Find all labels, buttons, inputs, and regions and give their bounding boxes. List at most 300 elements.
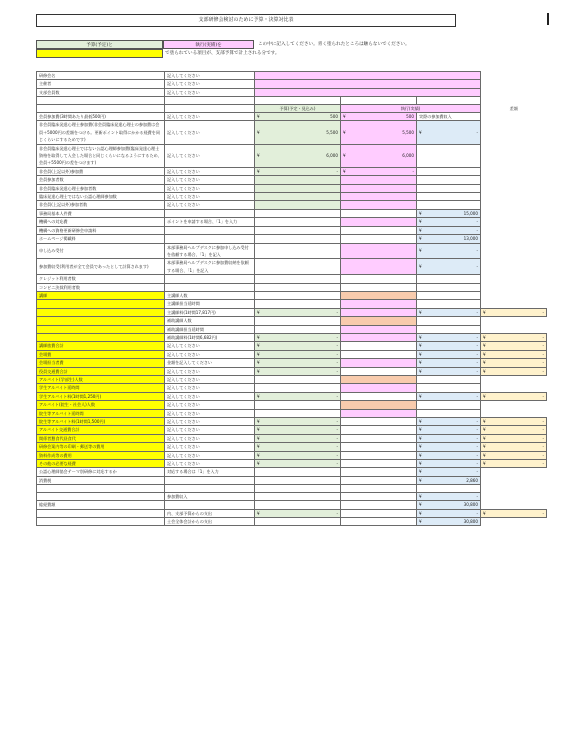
note-cell: ¥ - bbox=[417, 468, 481, 476]
remark-cell: ¥ - bbox=[481, 359, 547, 367]
row-input-cell[interactable]: ポイントを申請する場合、「1」を入力 bbox=[165, 218, 255, 226]
row-input-cell[interactable] bbox=[165, 209, 255, 217]
row-label: 公認心理師協会テーマ別研修に対応するか bbox=[37, 468, 165, 476]
plan-cell[interactable] bbox=[255, 376, 341, 384]
row-input-cell[interactable] bbox=[165, 275, 255, 283]
note-cell: ¥ - bbox=[417, 218, 481, 226]
note-cell bbox=[417, 144, 481, 167]
remark-cell bbox=[481, 259, 547, 275]
legend-plan-box: 予算(予定)と bbox=[36, 40, 163, 49]
plan-cell[interactable]: ¥ 500 bbox=[255, 113, 341, 121]
plan-cell[interactable]: ¥ - bbox=[255, 460, 341, 468]
actual-cell[interactable] bbox=[341, 201, 417, 209]
legend-yellow-box bbox=[36, 49, 163, 58]
remark-cell bbox=[481, 501, 547, 509]
remark-cell bbox=[481, 80, 547, 88]
remark-cell bbox=[481, 492, 547, 500]
actual-cell[interactable] bbox=[341, 376, 417, 384]
row-label bbox=[37, 485, 165, 492]
remark-cell bbox=[481, 209, 547, 217]
table-row bbox=[37, 80, 547, 88]
remark-cell: ¥ - bbox=[481, 451, 547, 459]
row-input-cell[interactable]: 記入してください bbox=[165, 376, 255, 384]
note-cell: ¥ - bbox=[417, 333, 481, 341]
table-row bbox=[37, 325, 547, 333]
table-row bbox=[37, 218, 547, 226]
plan-cell[interactable]: ¥ - bbox=[255, 333, 341, 341]
remark-cell: ¥ - bbox=[481, 434, 547, 442]
actual-cell[interactable] bbox=[341, 283, 417, 291]
actual-cell[interactable] bbox=[341, 350, 417, 358]
table-row bbox=[37, 167, 547, 175]
plan-cell[interactable] bbox=[255, 384, 341, 392]
row-input-cell[interactable]: 記入してください bbox=[165, 144, 255, 167]
note-cell: ¥ - bbox=[417, 492, 481, 500]
plan-cell[interactable] bbox=[255, 259, 341, 275]
actual-cell[interactable] bbox=[341, 392, 417, 400]
row-label bbox=[37, 492, 165, 500]
table-row bbox=[37, 113, 547, 121]
actual-cell[interactable] bbox=[341, 443, 417, 451]
actual-cell[interactable] bbox=[341, 517, 417, 525]
plan-cell[interactable] bbox=[255, 235, 341, 243]
remark-cell bbox=[481, 167, 547, 175]
legend-note-1: この中に記入してください。青く塗られたところは触らないでください。 bbox=[258, 42, 410, 47]
remark-cell: ¥ - bbox=[481, 350, 547, 358]
actual-cell[interactable] bbox=[341, 468, 417, 476]
remark-cell: ¥ - bbox=[481, 509, 547, 517]
budget-table bbox=[36, 71, 547, 526]
actual-cell[interactable] bbox=[341, 300, 417, 308]
table-row bbox=[37, 342, 547, 350]
row-label: 会場費 bbox=[37, 350, 165, 358]
table-row bbox=[37, 317, 547, 325]
table-row bbox=[37, 443, 547, 451]
table-row bbox=[37, 384, 547, 392]
row-input-cell[interactable]: 記入してください bbox=[165, 88, 255, 96]
plan-cell[interactable]: ¥ - bbox=[255, 392, 341, 400]
table-row bbox=[37, 517, 547, 525]
row-label: その他の必要な経費 bbox=[37, 460, 165, 468]
note-cell: ¥ - bbox=[417, 451, 481, 459]
header-plan: 予算(予定・見込み) bbox=[255, 104, 341, 112]
plan-cell[interactable]: ¥ 5,500 bbox=[255, 121, 341, 144]
table-row bbox=[37, 259, 547, 275]
plan-cell[interactable] bbox=[255, 97, 341, 104]
table-row bbox=[37, 376, 547, 384]
plan-cell[interactable]: ¥ - bbox=[255, 434, 341, 442]
remark-cell bbox=[481, 283, 547, 291]
actual-cell[interactable]: ¥ 5,500 bbox=[341, 121, 417, 144]
plan-cell[interactable] bbox=[255, 184, 341, 192]
remark-cell: ¥ - bbox=[481, 460, 547, 468]
remark-cell bbox=[481, 517, 547, 525]
row-label: アルバイト(学部生)人数 bbox=[37, 376, 165, 384]
actual-cell[interactable] bbox=[341, 342, 417, 350]
row-input-cell[interactable]: 対応する場合は「1」を入力 bbox=[165, 468, 255, 476]
actual-cell[interactable] bbox=[341, 367, 417, 375]
legend-actual-box: 執行(実績)を bbox=[163, 40, 254, 49]
plan-cell[interactable]: ¥ - bbox=[255, 367, 341, 375]
row-input-cell[interactable]: 記入してください bbox=[165, 392, 255, 400]
note-cell: 実際の参加費収入 bbox=[417, 113, 481, 121]
table-row bbox=[37, 509, 547, 517]
plan-cell[interactable] bbox=[255, 485, 341, 492]
actual-cell[interactable] bbox=[341, 97, 417, 104]
plan-cell[interactable] bbox=[255, 409, 341, 417]
remark-cell bbox=[481, 184, 547, 192]
row-input-cell[interactable]: 主講師担当延時間 bbox=[165, 300, 255, 308]
table-row bbox=[37, 409, 547, 417]
remark-cell bbox=[481, 376, 547, 384]
note-cell bbox=[417, 291, 481, 299]
table-row bbox=[37, 300, 547, 308]
row-input-cell[interactable]: 土会全体会計からの支出 bbox=[165, 517, 255, 525]
actual-cell[interactable] bbox=[341, 434, 417, 442]
row-label: 関係者懇食代昼食代 bbox=[37, 434, 165, 442]
row-input-cell[interactable]: 記入してください bbox=[165, 443, 255, 451]
row-label: 非会員臨床発達心理士参加者数 bbox=[37, 184, 165, 192]
note-cell: ¥ 30,800 bbox=[417, 517, 481, 525]
row-input-cell[interactable]: 参加費収入 bbox=[165, 492, 255, 500]
table-row bbox=[37, 350, 547, 358]
row-label: 院生等アルバイト延時間 bbox=[37, 409, 165, 417]
row-label: アルバイト(院生・社会人)人数 bbox=[37, 401, 165, 409]
row-input-cell[interactable]: 記入してください bbox=[165, 80, 255, 88]
plan-cell[interactable] bbox=[255, 243, 341, 259]
actual-cell[interactable] bbox=[341, 275, 417, 283]
plan-cell[interactable] bbox=[255, 325, 341, 333]
row-input-cell[interactable]: 記入してください bbox=[165, 418, 255, 426]
remark-cell bbox=[481, 384, 547, 392]
table-row bbox=[37, 476, 547, 484]
actual-cell[interactable] bbox=[341, 235, 417, 243]
actual-cell[interactable] bbox=[341, 226, 417, 234]
table-row bbox=[37, 492, 547, 500]
row-input-cell[interactable]: 記入してください bbox=[165, 342, 255, 350]
row-input-cell[interactable]: 本部事務局ヘルプデスクに参加申し込み受付を依頼する場合、「1」を記入 bbox=[165, 243, 255, 259]
row-label: 臨床発達心理士ではない公認心理師参加数 bbox=[37, 193, 165, 201]
plan-cell[interactable] bbox=[255, 517, 341, 525]
row-label: 非会員臨床発達心理士ではない公認心理師参加費(臨床発達心理士資格を取得して入会した場合と同じくらいになるようにするため、会員＋5500円の差をつけます) bbox=[37, 144, 165, 167]
remark-cell bbox=[481, 176, 547, 184]
plan-cell[interactable]: ¥ - bbox=[255, 451, 341, 459]
row-input-cell[interactable]: 補助講師料(1時間6,682円) bbox=[165, 333, 255, 341]
note-cell bbox=[417, 376, 481, 384]
remark-cell: ¥ - bbox=[481, 426, 547, 434]
remark-cell: ¥ - bbox=[481, 342, 547, 350]
remark-cell bbox=[481, 144, 547, 167]
note-cell: ¥ - bbox=[417, 359, 481, 367]
actual-cell[interactable] bbox=[341, 426, 417, 434]
table-row bbox=[37, 333, 547, 341]
actual-cell[interactable] bbox=[341, 485, 417, 492]
plan-cell[interactable]: ¥ - bbox=[255, 359, 341, 367]
remark-cell bbox=[481, 226, 547, 234]
note-cell bbox=[417, 300, 481, 308]
note-cell: ¥ 2,860 bbox=[417, 476, 481, 484]
remark-cell bbox=[481, 72, 547, 80]
remark-cell bbox=[481, 243, 547, 259]
table-row bbox=[37, 468, 547, 476]
plan-cell[interactable]: ¥ - bbox=[255, 443, 341, 451]
note-cell: ¥ - bbox=[417, 367, 481, 375]
actual-cell[interactable] bbox=[341, 218, 417, 226]
row-input-cell[interactable]: 内、支部予算からの支出 bbox=[165, 509, 255, 517]
note-cell bbox=[417, 176, 481, 184]
row-label bbox=[37, 333, 165, 341]
table-row bbox=[37, 359, 547, 367]
remark-cell: ¥ - bbox=[481, 443, 547, 451]
row-label: ホームページ掲載料 bbox=[37, 235, 165, 243]
row-input-cell[interactable]: 記入してください bbox=[165, 167, 255, 175]
note-cell: ¥ - bbox=[417, 460, 481, 468]
note-cell: ¥ - bbox=[417, 226, 481, 234]
actual-cell[interactable] bbox=[341, 509, 417, 517]
actual-cell[interactable] bbox=[341, 308, 417, 316]
row-label bbox=[37, 308, 165, 316]
row-label: 非会員(上記以外)参加者数 bbox=[37, 201, 165, 209]
remark-cell bbox=[481, 97, 547, 104]
row-input-cell[interactable]: 補助講師人数 bbox=[165, 317, 255, 325]
actual-cell[interactable] bbox=[341, 501, 417, 509]
row-label bbox=[37, 317, 165, 325]
actual-cell[interactable] bbox=[341, 460, 417, 468]
note-cell bbox=[417, 97, 481, 104]
actual-cell[interactable] bbox=[341, 418, 417, 426]
remark-cell bbox=[481, 300, 547, 308]
row-input-cell[interactable] bbox=[165, 283, 255, 291]
table-row bbox=[37, 201, 547, 209]
actual-cell[interactable] bbox=[341, 184, 417, 192]
note-cell bbox=[417, 283, 481, 291]
plan-cell[interactable]: ¥ - bbox=[255, 167, 341, 175]
note-cell: ¥ - bbox=[417, 243, 481, 259]
row-label: 研修会名 bbox=[37, 72, 165, 80]
table-row bbox=[37, 243, 547, 259]
actual-cell[interactable] bbox=[341, 325, 417, 333]
note-cell bbox=[417, 401, 481, 409]
row-input-cell[interactable]: 記入してください bbox=[165, 350, 255, 358]
row-label bbox=[37, 509, 165, 517]
table-row bbox=[37, 235, 547, 243]
row-input-cell[interactable] bbox=[165, 97, 255, 104]
row-label bbox=[37, 300, 165, 308]
actual-cell[interactable] bbox=[341, 492, 417, 500]
actual-cell[interactable] bbox=[341, 291, 417, 299]
actual-cell[interactable] bbox=[341, 384, 417, 392]
row-label: 機構への対応費 bbox=[37, 218, 165, 226]
table-row bbox=[37, 392, 547, 400]
note-cell: ¥ - bbox=[417, 121, 481, 144]
row-label bbox=[37, 517, 165, 525]
actual-cell[interactable] bbox=[341, 209, 417, 217]
row-input-cell[interactable]: 記入してください bbox=[165, 121, 255, 144]
remark-cell bbox=[481, 401, 547, 409]
row-label: アルバイト交通費合計 bbox=[37, 426, 165, 434]
legend-note-2: で塗られている項目が、支部予算で計上される分です。 bbox=[165, 51, 280, 56]
row-label: 会員参加者数 bbox=[37, 176, 165, 184]
remark-cell bbox=[481, 409, 547, 417]
row-input-cell[interactable]: 記入してください bbox=[165, 184, 255, 192]
actual-cell[interactable]: ¥ 6,000 bbox=[341, 144, 417, 167]
note-cell: ¥ - bbox=[417, 418, 481, 426]
plan-cell[interactable] bbox=[255, 401, 341, 409]
remark-cell bbox=[481, 113, 547, 121]
note-cell: ¥ - bbox=[417, 434, 481, 442]
row-input-cell[interactable]: 記入してください bbox=[165, 193, 255, 201]
plan-cell[interactable] bbox=[255, 492, 341, 500]
table-row bbox=[37, 97, 547, 104]
table-row bbox=[37, 418, 547, 426]
actual-cell[interactable]: ¥ - bbox=[341, 167, 417, 175]
actual-cell[interactable] bbox=[341, 359, 417, 367]
row-label: 機構への資格更新研修会申請料 bbox=[37, 226, 165, 234]
note-cell bbox=[417, 167, 481, 175]
table-row bbox=[37, 434, 547, 442]
plan-cell[interactable]: ¥ - bbox=[255, 342, 341, 350]
actual-cell[interactable] bbox=[341, 193, 417, 201]
row-input-cell[interactable] bbox=[165, 501, 255, 509]
actual-cell[interactable] bbox=[341, 259, 417, 275]
actual-cell[interactable] bbox=[341, 451, 417, 459]
row-label: 非会員(上記以外)参加費 bbox=[37, 167, 165, 175]
actual-cell[interactable] bbox=[341, 317, 417, 325]
header-actual: 執行(実績) bbox=[341, 104, 481, 112]
note-cell: ¥ - bbox=[417, 259, 481, 275]
note-cell: ¥ 30,800 bbox=[417, 501, 481, 509]
plan-cell[interactable] bbox=[255, 88, 481, 96]
row-input-cell[interactable]: 記入してください bbox=[165, 409, 255, 417]
remark-cell bbox=[481, 201, 547, 209]
plan-cell[interactable] bbox=[255, 72, 481, 80]
row-input-cell[interactable]: 記入してください bbox=[165, 176, 255, 184]
plan-cell[interactable] bbox=[255, 209, 341, 217]
remark-cell: ¥ - bbox=[481, 392, 547, 400]
row-input-cell[interactable]: 記入してください bbox=[165, 401, 255, 409]
plan-cell[interactable]: ¥ - bbox=[255, 426, 341, 434]
remark-cell bbox=[481, 485, 547, 492]
actual-cell[interactable] bbox=[341, 401, 417, 409]
actual-cell[interactable] bbox=[341, 476, 417, 484]
plan-cell[interactable] bbox=[255, 218, 341, 226]
row-label: 会員参加費(3時間あたり最低500円) bbox=[37, 113, 165, 121]
row-input-cell[interactable]: 記入してください bbox=[165, 426, 255, 434]
row-input-cell[interactable]: 金額を記入してください bbox=[165, 359, 255, 367]
note-cell: ¥ - bbox=[417, 350, 481, 358]
row-input-cell[interactable]: 補助講師担当延時間 bbox=[165, 325, 255, 333]
note-cell: ¥ - bbox=[417, 342, 481, 350]
note-cell: ¥ - bbox=[417, 308, 481, 316]
row-label: 申し込み受付 bbox=[37, 243, 165, 259]
row-input-cell[interactable] bbox=[165, 226, 255, 234]
plan-cell[interactable] bbox=[255, 193, 341, 201]
row-input-cell[interactable] bbox=[165, 476, 255, 484]
row-input-cell[interactable] bbox=[165, 235, 255, 243]
row-label: 参加費収受(利用者が全て会員であったとして計算されます) bbox=[37, 259, 165, 275]
plan-cell[interactable]: ¥ - bbox=[255, 418, 341, 426]
row-input-cell[interactable]: 記入してください bbox=[165, 367, 255, 375]
table-row bbox=[37, 485, 547, 492]
actual-cell[interactable] bbox=[341, 333, 417, 341]
text-cursor bbox=[547, 13, 549, 25]
plan-cell[interactable] bbox=[255, 300, 341, 308]
plan-cell[interactable] bbox=[255, 501, 341, 509]
plan-cell[interactable] bbox=[255, 176, 341, 184]
row-label: 資料作成等の費用 bbox=[37, 451, 165, 459]
table-row bbox=[37, 451, 547, 459]
note-cell bbox=[417, 193, 481, 201]
table-row bbox=[37, 291, 547, 299]
row-input-cell[interactable]: 記入してください bbox=[165, 201, 255, 209]
actual-cell[interactable]: ¥ 500 bbox=[341, 113, 417, 121]
table-row bbox=[37, 88, 547, 96]
plan-cell[interactable]: ¥ - bbox=[255, 509, 341, 517]
plan-cell[interactable] bbox=[255, 476, 341, 484]
actual-cell[interactable] bbox=[341, 243, 417, 259]
plan-cell[interactable] bbox=[255, 275, 341, 283]
row-label: 消費税 bbox=[37, 476, 165, 484]
table-row bbox=[37, 275, 547, 283]
remark-cell: ¥ - bbox=[481, 333, 547, 341]
row-label: 学生アルバイト料(1時間1,250円) bbox=[37, 392, 165, 400]
row-input-cell[interactable]: 主講師人数 bbox=[165, 291, 255, 299]
plan-cell[interactable] bbox=[255, 226, 341, 234]
note-cell: ¥ 15,000 bbox=[417, 209, 481, 217]
note-cell: ¥ - bbox=[417, 426, 481, 434]
note-cell bbox=[417, 384, 481, 392]
row-input-cell[interactable]: 記入してください bbox=[165, 460, 255, 468]
row-label: 総経費額 bbox=[37, 501, 165, 509]
remark-cell bbox=[481, 88, 547, 96]
plan-cell[interactable] bbox=[255, 468, 341, 476]
row-input-cell[interactable]: 記入してください bbox=[165, 451, 255, 459]
row-input-cell[interactable]: 記入してください bbox=[165, 384, 255, 392]
plan-cell[interactable] bbox=[255, 291, 341, 299]
remark-cell: ¥ - bbox=[481, 308, 547, 316]
plan-cell[interactable]: ¥ - bbox=[255, 350, 341, 358]
plan-cell[interactable] bbox=[255, 317, 341, 325]
plan-cell[interactable]: ¥ 6,000 bbox=[255, 144, 341, 167]
remark-cell bbox=[481, 121, 547, 144]
plan-cell[interactable]: ¥ - bbox=[255, 308, 341, 316]
remark-cell bbox=[481, 291, 547, 299]
row-label: 院生等アルバイト料(1時間1,500円) bbox=[37, 418, 165, 426]
row-input-cell[interactable]: 記入してください bbox=[165, 113, 255, 121]
table-row bbox=[37, 283, 547, 291]
note-cell bbox=[417, 275, 481, 283]
remark-cell bbox=[481, 193, 547, 201]
table-row bbox=[37, 501, 547, 509]
table-row bbox=[37, 209, 547, 217]
row-input-cell[interactable]: 記入してください bbox=[165, 434, 255, 442]
actual-cell[interactable] bbox=[341, 176, 417, 184]
table-row bbox=[37, 226, 547, 234]
row-label bbox=[37, 97, 165, 104]
note-cell bbox=[417, 325, 481, 333]
plan-cell[interactable] bbox=[255, 201, 341, 209]
table-row bbox=[37, 308, 547, 316]
plan-cell[interactable] bbox=[255, 283, 341, 291]
plan-cell[interactable] bbox=[255, 80, 481, 88]
row-input-cell[interactable]: 本部事務局ヘルプデスクに参加費収納を依頼する場合、「1」を記入 bbox=[165, 259, 255, 275]
actual-cell[interactable] bbox=[341, 409, 417, 417]
row-input-cell[interactable] bbox=[165, 485, 255, 492]
remark-cell bbox=[481, 235, 547, 243]
sheet-title: 支部研修会検討のために予算・決算対比表 bbox=[36, 14, 456, 27]
row-input-cell[interactable]: 記入してください bbox=[165, 72, 255, 80]
row-input-cell[interactable]: 主講師料(1時間17,817円) bbox=[165, 308, 255, 316]
